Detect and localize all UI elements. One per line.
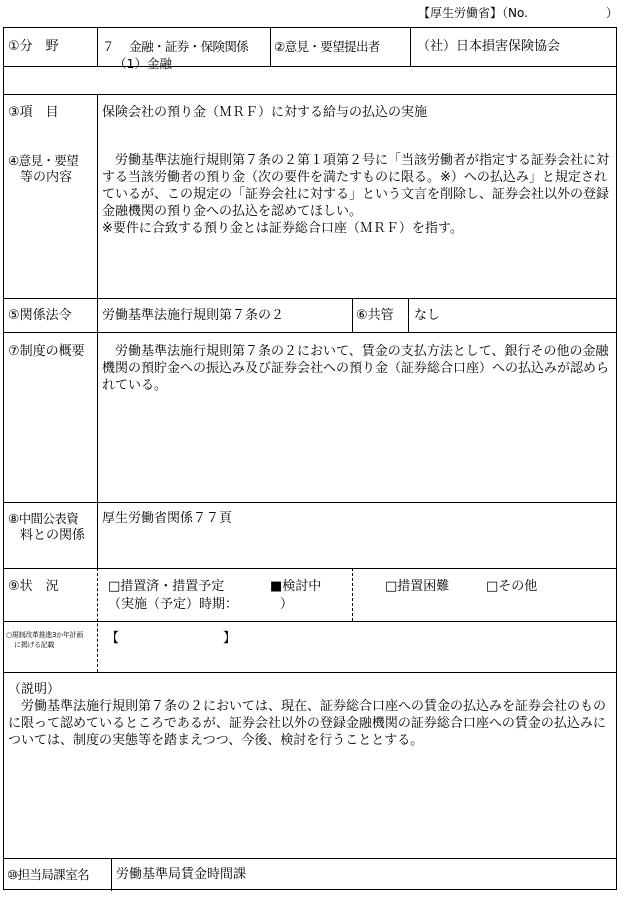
field-value-regulation-plan: 【 】: [106, 631, 237, 646]
interim-label-line1: ⑧中間公表資: [8, 511, 79, 526]
col-divider: [352, 298, 353, 332]
field-value-interim: 厚生労働省関係７７頁: [102, 511, 233, 526]
request-note: ※要件に合致する預り金とは証券総合口座（ＭＲＦ）を指す。: [102, 221, 463, 236]
row-divider: [4, 568, 616, 569]
status-period: [108, 596, 293, 613]
field-label-status: ⑨状 況: [8, 579, 59, 594]
header-reference: [418, 4, 633, 22]
row-divider: [4, 332, 616, 333]
field-label-regulation-plan: [6, 630, 96, 650]
col-divider: [111, 858, 112, 891]
category-line1: ７ 金融・証券・保険関係: [102, 39, 249, 54]
status-option-difficult[interactable]: □措置困難: [385, 579, 450, 594]
row-divider: [4, 858, 616, 859]
status-option-implemented[interactable]: □措置済・措置予定: [108, 579, 225, 594]
number-label: （No.: [502, 6, 528, 20]
regulation-label-line2: に掲げる記載: [14, 641, 55, 649]
ministry-number-label: [418, 4, 528, 21]
field-label-related-law: ⑤関係法令: [8, 308, 72, 323]
col-divider: [410, 28, 411, 66]
request-form: [3, 27, 617, 890]
status-period-close: ）: [280, 597, 294, 612]
field-value-related-law: 労働基準法施行規則第７条の２: [102, 308, 285, 323]
explanation-section: [8, 681, 614, 749]
col-divider: [270, 28, 271, 66]
number-close: ）: [606, 6, 619, 20]
field-value-category: [102, 38, 268, 72]
field-label-system-overview: ⑦制度の概要: [8, 344, 85, 359]
request-label-line2: 等の内容: [20, 170, 73, 185]
col-divider: [97, 28, 98, 66]
status-option-under-review[interactable]: ■検討中: [270, 579, 322, 594]
row-divider: [4, 94, 616, 95]
field-label-category: ①分 野: [8, 39, 59, 54]
field-label-department: ⑩担当局課室名: [7, 867, 90, 882]
field-label-item: ③項 目: [8, 105, 59, 120]
dashed-divider: [352, 568, 353, 621]
dashed-divider: [97, 568, 98, 672]
field-value-request: [102, 152, 614, 237]
row-divider: [4, 621, 616, 622]
regulation-label-line1: ○規制改革推進3か年計画: [6, 631, 83, 639]
request-label-line1: ④意見・要望: [8, 153, 79, 168]
field-value-department: 労働基準局賃金時間課: [116, 867, 247, 882]
request-paragraph: 労働基準法施行規則第７条の２第１項第２号に「当該労働者が指定する証券会社に対する当該労働者の預り金（次の要件を満たすものに限る。※）への払込み」と規定されているが、この規定の「証券会社に対する」という文言を削除し、証券会社以外の登録金融機関の預り金への払込を認めてほしい。: [102, 153, 610, 219]
field-label-joint: ⑥共管: [356, 308, 394, 323]
ministry-name: 【厚生労働省】: [418, 6, 503, 20]
system-overview-paragraph: 労働基準法施行規則第７条の２において、賃金の支払方法として、銀行その他の金融機関の預貯金への振込み及び証券会社への預り金（証券総合口座）への払込みが認められている。: [102, 344, 610, 393]
interim-label-line2: 料との関係: [20, 528, 86, 543]
col-divider: [408, 298, 409, 332]
row-divider: [4, 298, 616, 299]
field-value-system-overview: [102, 343, 614, 394]
status-option-other[interactable]: □その他: [486, 579, 538, 594]
explanation-heading: （説明）: [8, 682, 61, 697]
col-divider: [97, 94, 98, 568]
row-divider: [4, 502, 616, 503]
row-divider: [4, 672, 616, 673]
field-label-submitter: ②意見・要望提出者: [274, 39, 380, 54]
category-line2: （1）金融: [114, 56, 172, 71]
field-label-request: [8, 152, 96, 186]
status-period-label: （実施（予定）時期：: [108, 597, 239, 612]
field-value-item: 保険会社の預り金（ＭＲＦ）に対する給与の払込の実施: [102, 105, 428, 120]
field-value-submitter: （社）日本損害保険協会: [417, 39, 561, 54]
explanation-paragraph: 労働基準法施行規則第７条の２においては、現在、証券総合口座への賃金の払込みを証券会社のものに限って認めているところであるが、証券会社以外の登録金融機関の証券総合口座への賃金の払込みについては、制度の実態等を踏まえつつ、今後、検討を行うこととする。: [8, 699, 607, 748]
row-divider: [4, 66, 616, 67]
field-value-joint: なし: [414, 308, 441, 323]
field-label-interim: [8, 510, 96, 544]
